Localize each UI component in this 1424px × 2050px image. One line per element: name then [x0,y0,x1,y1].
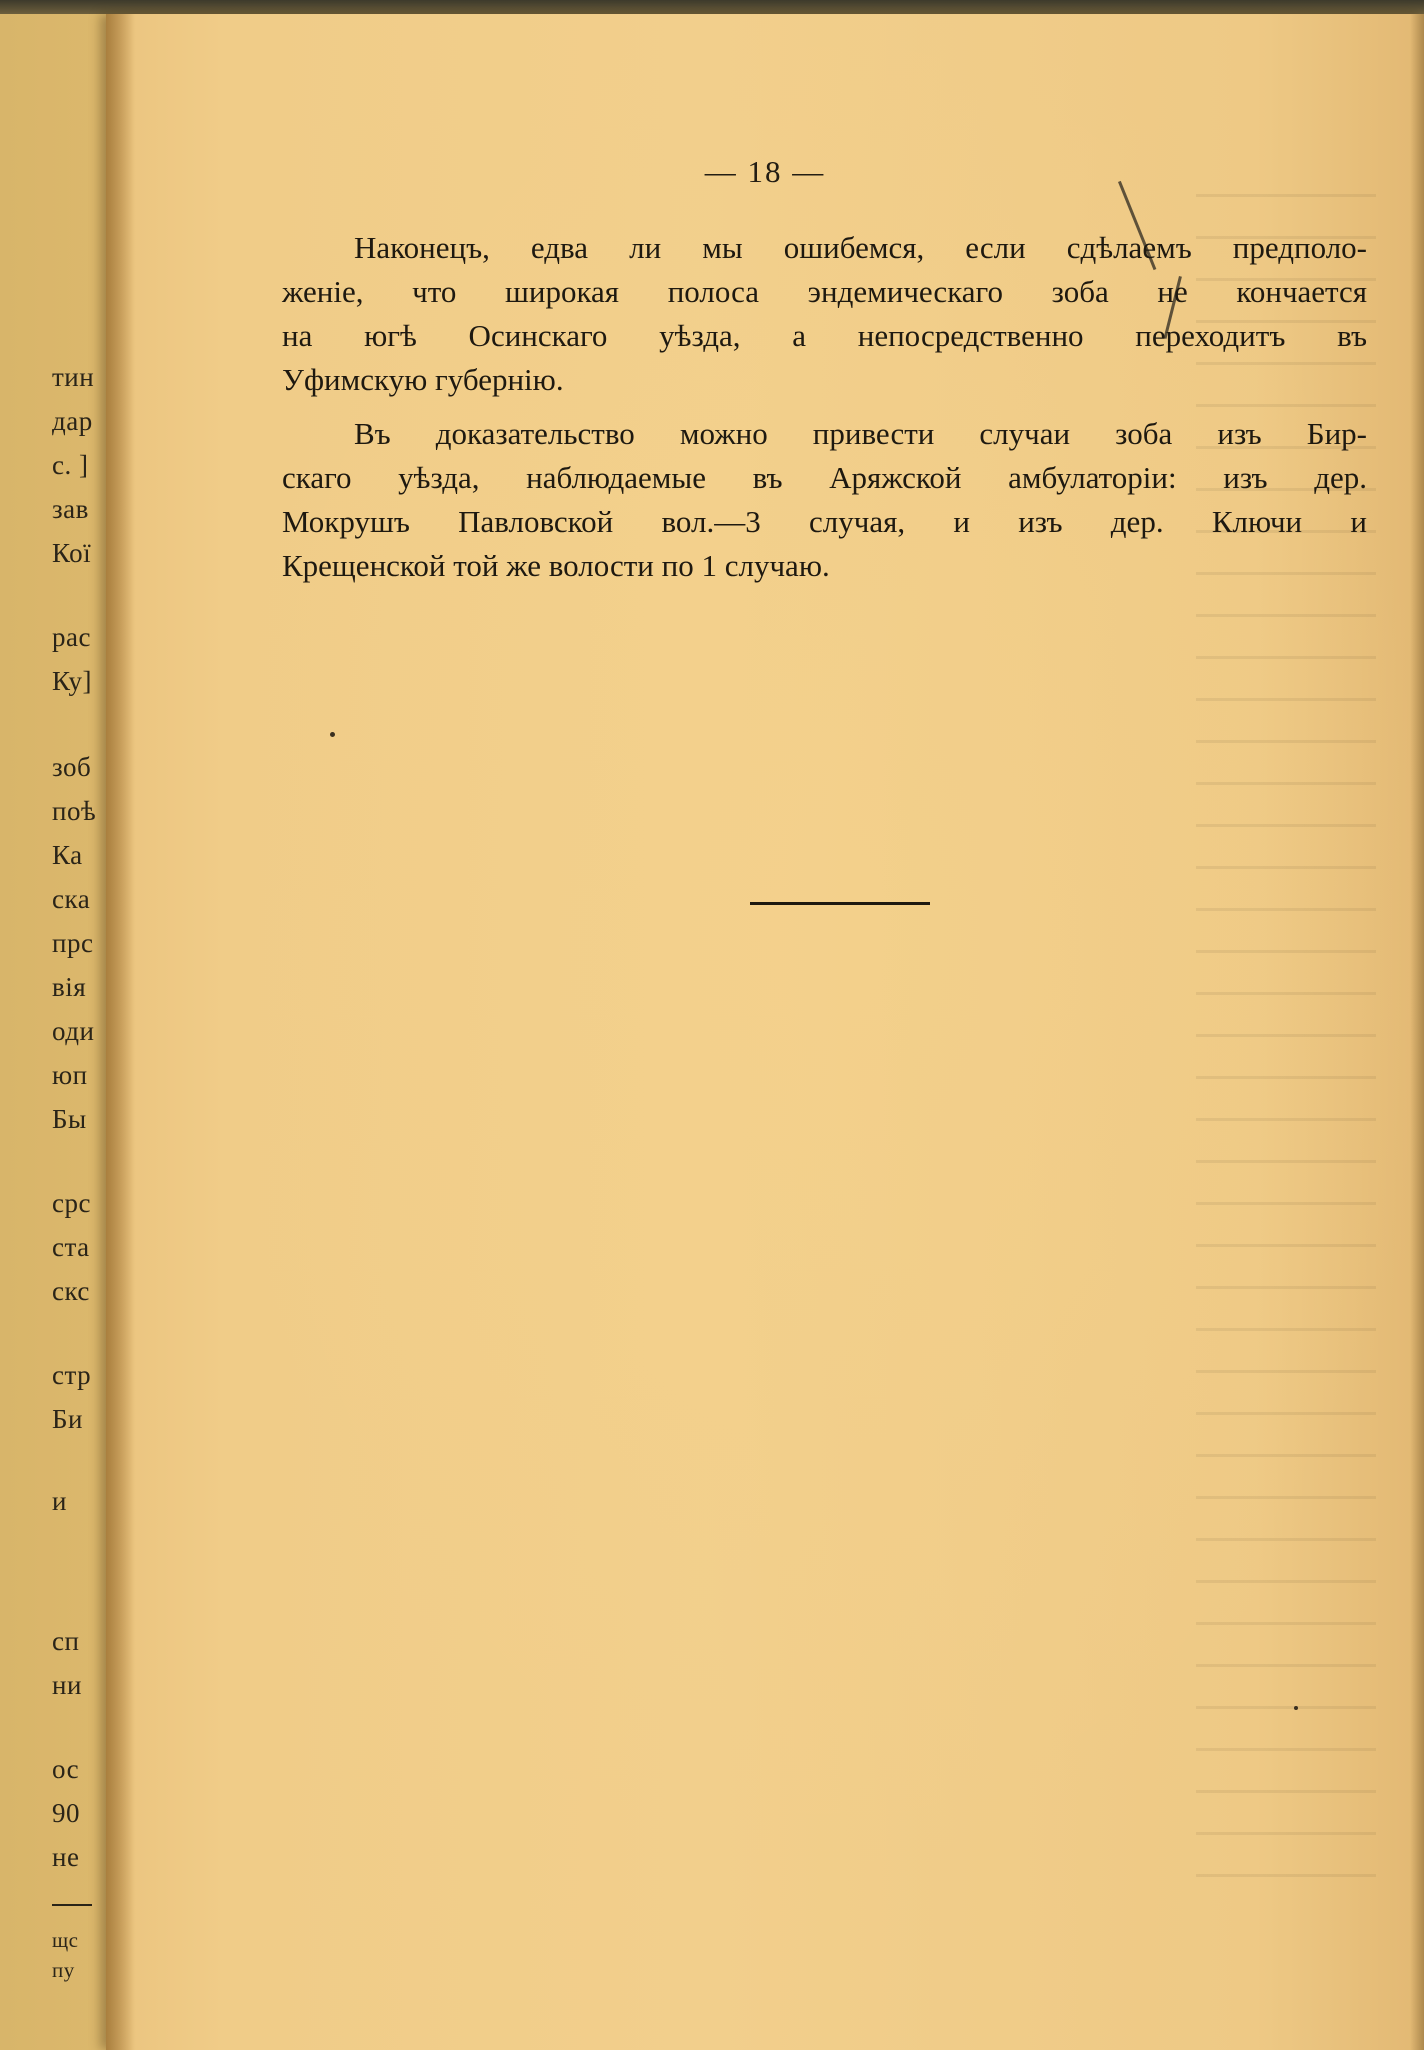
text-line: скаго уѣзда, наблюдаемые въ Аряжской амбулаторіи: изъ дер. [282,460,1367,495]
underlying-page-fragment: оди [52,1016,95,1046]
underlying-page-fragment: с. ] [52,450,89,480]
underlying-page-fragment: Бы [52,1104,87,1134]
underlying-page-fragment: щс [52,1928,79,1952]
text-line: Мокрушъ Павловской вол.—3 случая, и изъ дер. Ключи и [282,504,1367,539]
underlying-page-fragment: Ка [52,840,83,870]
underlying-page-fragment: не [52,1842,80,1872]
underlying-page-fragment: поѣ [52,796,97,826]
underlying-page-fragment: ни [52,1670,82,1700]
section-end-rule [750,902,930,905]
underlying-page-fragment: зоб [52,752,92,782]
underlying-page-fragment: дар [52,406,93,436]
paragraph [282,226,1367,402]
underlying-page-fragment: ос [52,1754,80,1784]
underlying-page-fragment: вія [52,972,87,1002]
paper-speck [1294,1706,1298,1710]
page-body [282,226,1367,588]
underlying-page-fragment: и [52,1486,67,1516]
text-line: Въ доказательство можно привести случаи зоба изъ Бир- [354,416,1367,451]
underlying-page-fragment: срс [52,1188,91,1218]
underlying-page-fragment: пу [52,1958,75,1982]
paragraph [282,412,1367,588]
underlying-page-fragment: скс [52,1276,90,1306]
underlying-page-fragment: тин [52,362,95,392]
text-line: на югѣ Осинскаго уѣзда, а непосредственно переходитъ въ [282,318,1367,353]
text-line: Крещенской той же волости по 1 случаю. [282,548,830,583]
underlying-page-fragment: Кої [52,538,92,568]
text-line: Уфимскую губернію. [282,362,564,397]
underlying-page-fragment: стр [52,1360,92,1390]
underlying-page-fragment: сп [52,1626,80,1656]
underlying-page-fragment: ста [52,1232,90,1262]
underlying-page-fragment: Би [52,1404,83,1434]
underlying-page-fragment: 90 [52,1798,80,1828]
underlying-page-fragment: ска [52,884,91,914]
page-number: — 18 — [704,154,826,189]
book-binding-edge [0,0,1424,14]
underlying-page-fragment: зав [52,494,89,524]
text-line: женіе, что широкая полоса эндемическаго зоба не кончается [282,274,1367,309]
paragraph-gap [282,402,1367,412]
underlying-page-fragment: прс [52,928,94,958]
text-line: Наконецъ, едва ли мы ошибемся, если сдѣлаемъ предполо- [354,230,1367,265]
underlying-page-fragment: Ку] [52,666,92,696]
book-page [106,14,1424,2050]
page-right-edge [1410,14,1424,2050]
underlying-page-fragment: рас [52,622,91,652]
underlying-page-rule [52,1904,92,1906]
underlying-page-fragment: юп [52,1060,88,1090]
paper-speck [330,732,335,737]
